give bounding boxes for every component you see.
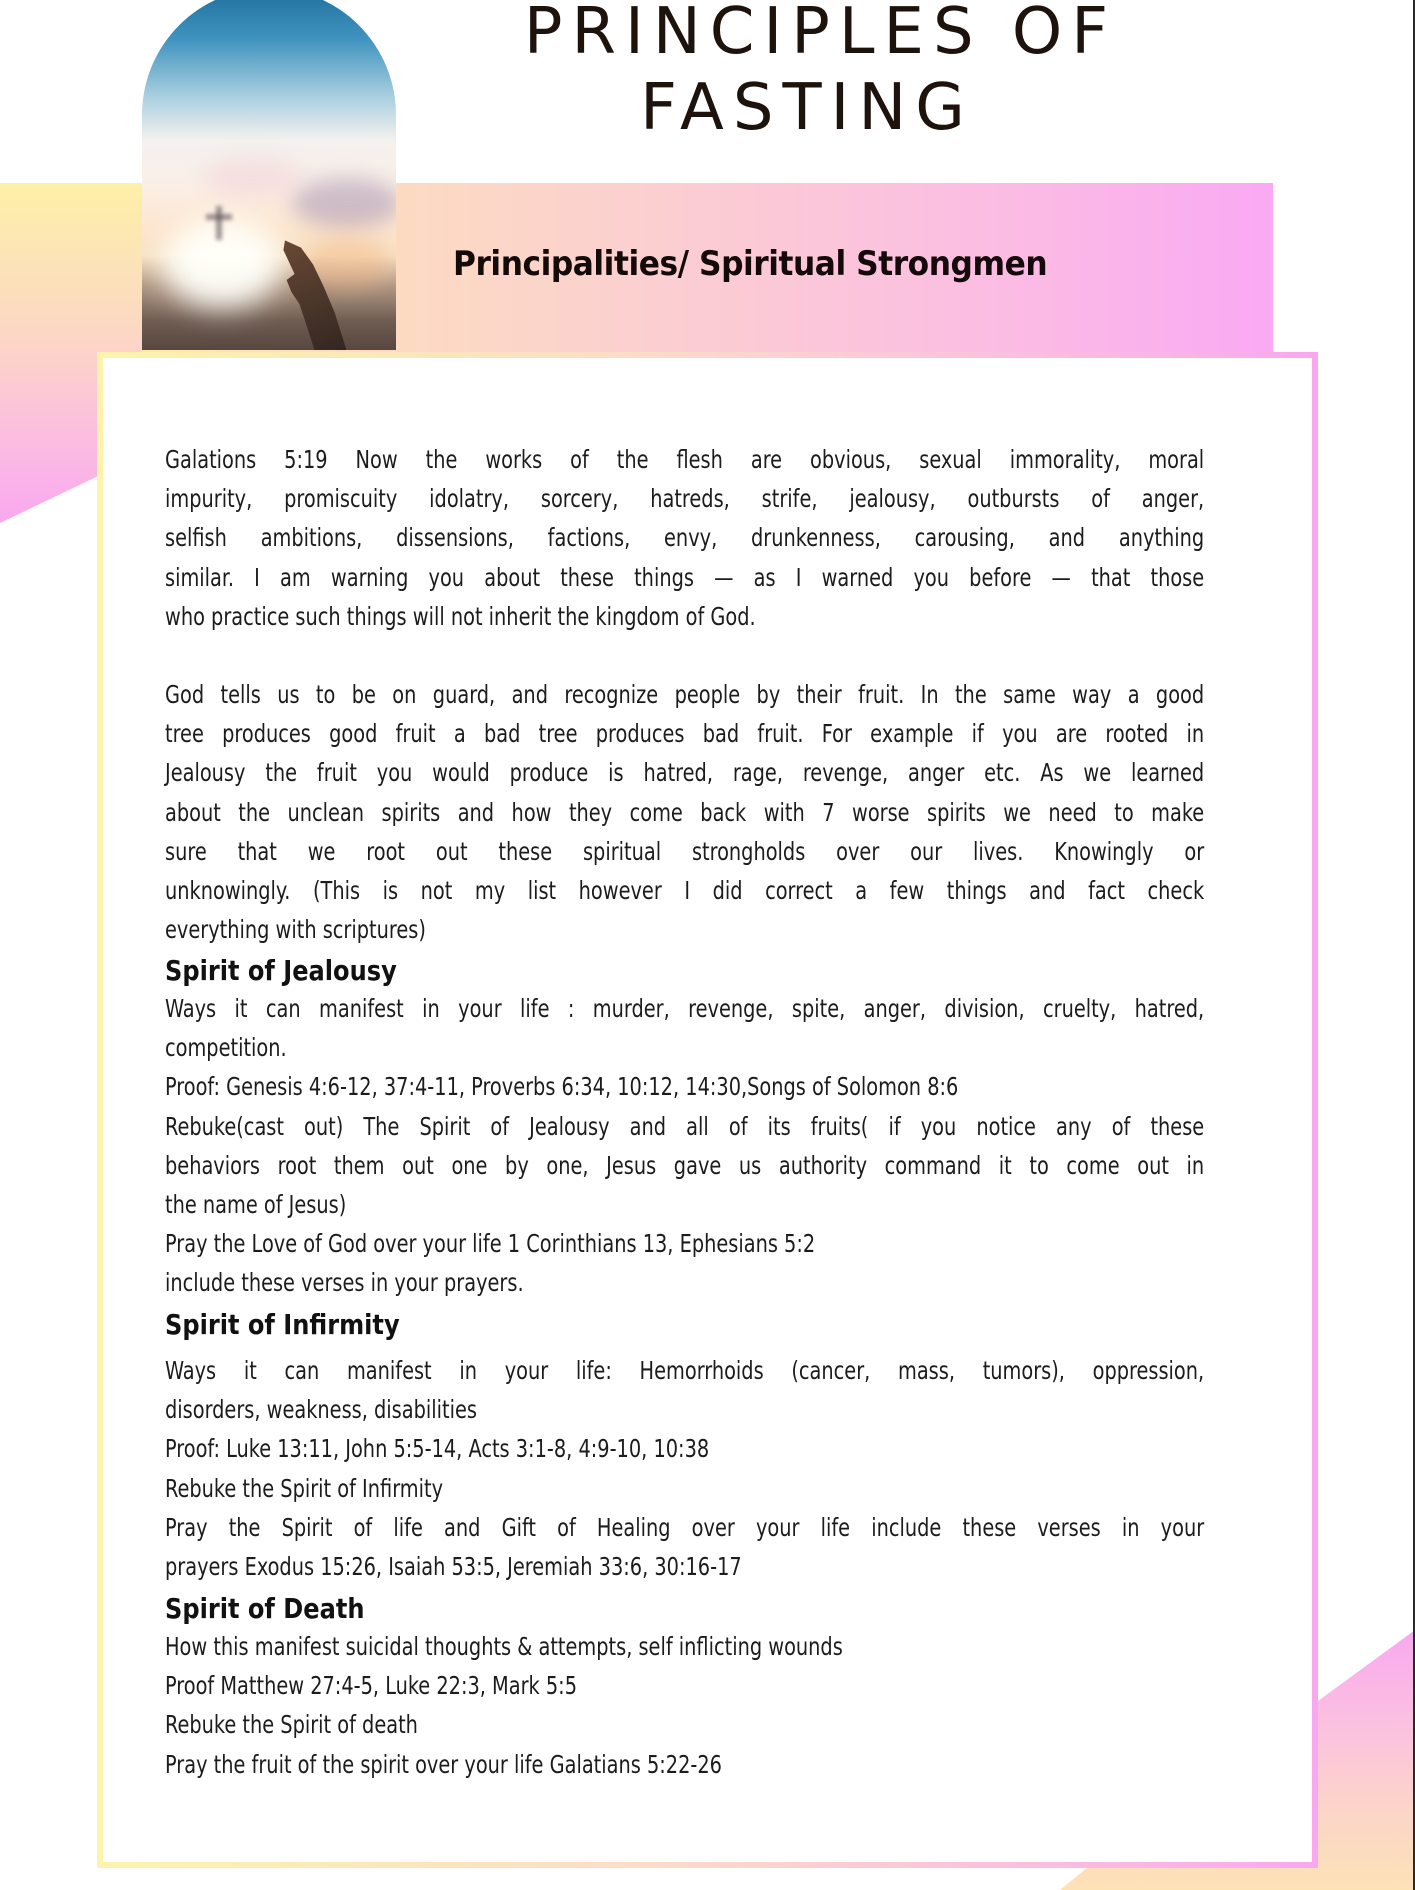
text-line: Ways it can manifest in your life : murder, revenge, spite, anger, division, cruelty, hatred, [165,994,1205,1023]
text-line: competition. [165,1033,287,1063]
page-subtitle: Principalities/ Spiritual Strongmen [453,244,1048,284]
text-line: Proof Matthew 27:4-5, Luke 22:3, Mark 5:5 [165,1671,578,1701]
text-line: who practice such things will not inherit the kingdom of God. [165,601,756,631]
text-line: Pray the Spirit of life and Gift of Healing over your life include these verses in your [165,1512,1205,1542]
intro-paragraph-2 [165,675,1204,949]
cross-icon-bar [206,214,232,220]
text-line: impurity, promiscuity idolatry, sorcery, hatreds, strife, jealousy, outbursts of anger, [165,484,1205,514]
text-line: How this manifest suicidal thoughts & attempts, self inflicting wounds [165,1632,843,1661]
text-line: disorders, weakness, disabilities [165,1395,477,1425]
text-line: Rebuke the Spirit of death [165,1710,418,1740]
text-line: include these verses in your prayers. [165,1268,524,1298]
page-title-line-1: PRINCIPLES OF [523,0,1118,69]
text-line: tree produces good fruit a bad tree produces bad fruit. For example if you are rooted in [165,719,1205,749]
text-line: God tells us to be on guard, and recognize people by their fruit. In the same way a good [165,680,1205,709]
text-line: everything with scriptures) [165,915,426,945]
text-line: Ways it can manifest in your life: Hemorrhoids (cancer, mass, tumors), oppression, [165,1356,1205,1385]
text-line: Proof: Genesis 4:6-12, 37:4-11, Proverbs 6:34, 10:12, 14:30,Songs of Solomon 8:6 [165,1072,959,1102]
text-line: sure that we root out these spiritual strongholds over our lives. Knowingly or [165,836,1205,866]
text-line: Galations 5:19 Now the works of the flesh are obvious, sexual immorality, moral [165,445,1205,474]
section-spirit-of-jealousy [165,953,1204,1303]
cross-icon [216,206,222,240]
text-line: the name of Jesus) [165,1189,347,1219]
text-line: Pray the fruit of the spirit over your life Galatians 5:22-26 [165,1749,722,1779]
sun-glow [162,218,282,308]
text-line: selfish ambitions, dissensions, factions, envy, drunkenness, carousing, and anything [165,523,1205,553]
section-spirit-of-infirmity [165,1305,1204,1586]
text-line: unknowingly. (This is not my list however I did correct a few things and fact check [165,875,1205,905]
text-line: behaviors root them out one by one, Jesus gave us authority command it to come out in [165,1150,1205,1180]
text-line: Proof: Luke 13:11, John 5:5-14, Acts 3:1-8, 4:9-10, 10:38 [165,1434,710,1464]
text-line: about the unclean spirits and how they come back with 7 worse spirits we need to make [165,797,1205,827]
page-title-line-2: FASTING [640,71,974,145]
text-line: Rebuke(cast out) The Spirit of Jealousy and all of its fruits( if you notice any of these [165,1111,1205,1141]
section-spirit-of-death [165,1591,1204,1784]
text-line: Rebuke the Spirit of Infirmity [165,1473,444,1503]
text-line: Pray the Love of God over your life 1 Corinthians 13, Ephesians 5:2 [165,1229,816,1259]
section-heading: Spirit of Infirmity [165,1308,400,1341]
text-line: prayers Exodus 15:26, Isaiah 53:5, Jeremiah 33:6, 30:16-17 [165,1551,742,1581]
text-line: Jealousy the fruit you would produce is hatred, rage, revenge, anger etc. As we learned [165,758,1205,788]
section-heading: Spirit of Death [165,1592,365,1625]
intro-paragraph-1 [165,440,1204,636]
text-line: similar. I am warning you about these things — as I warned you before — that those [165,562,1205,592]
section-heading: Spirit of Jealousy [165,954,397,987]
